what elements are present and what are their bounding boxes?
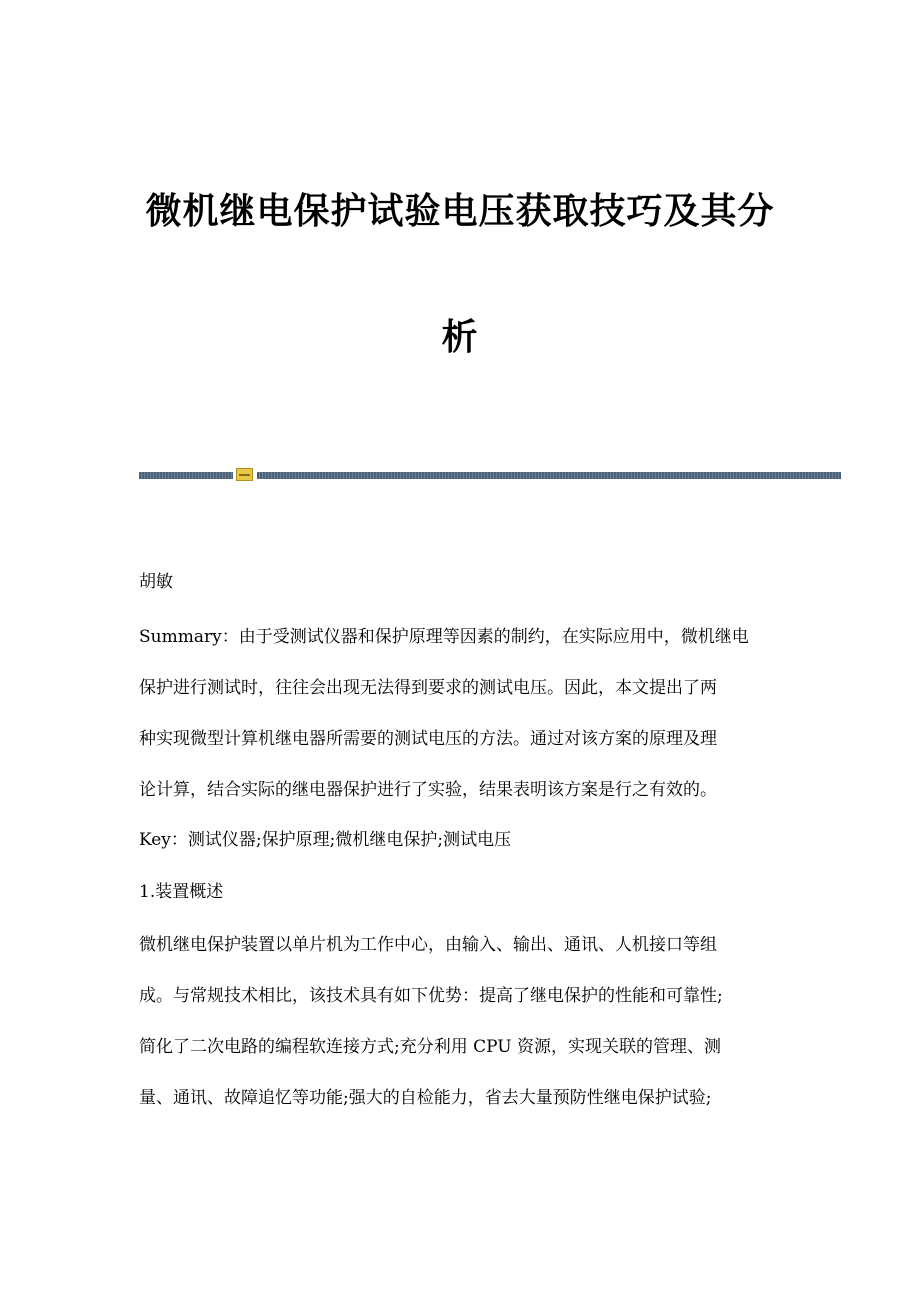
divider-bar-left: [139, 472, 233, 479]
document-title-line-2: 析: [441, 317, 479, 358]
divider-ornament-icon: [236, 468, 253, 481]
body-line: 简化了二次电路的编程软连接方式;充分利用 CPU 资源，实现关联的管理、测: [139, 1037, 722, 1057]
summary-line: 论计算，结合实际的继电器保护进行了实验，结果表明该方案是行之有效的。: [139, 780, 717, 800]
document-title-line-1: 微机继电保护试验电压获取技巧及其分: [145, 191, 775, 232]
summary-line: 种实现微型计算机继电器所需要的测试电压的方法。通过对该方案的原理及理: [139, 729, 717, 749]
summary-line: 保护进行测试时，往往会出现无法得到要求的测试电压。因此，本文提出了两: [139, 678, 717, 698]
section-heading: 1.装置概述: [139, 882, 224, 902]
body-line: 成。与常规技术相比，该技术具有如下优势：提高了继电保护的性能和可靠性;: [139, 986, 723, 1006]
body-line: 微机继电保护装置以单片机为工作中心，由输入、输出、通讯、人机接口等组: [139, 935, 717, 955]
body-line: 量、通讯、故障追忆等功能;强大的自检能力，省去大量预防性继电保护试验;: [139, 1088, 712, 1108]
summary-line: Summary：由于受测试仪器和保护原理等因素的制约，在实际应用中，微机继电: [139, 627, 749, 647]
author-name: 胡敏: [139, 572, 173, 592]
title-divider: [139, 468, 841, 482]
divider-bar-right: [257, 472, 841, 479]
keywords: Key：测试仪器;保护原理;微机继电保护;测试电压: [139, 830, 512, 850]
